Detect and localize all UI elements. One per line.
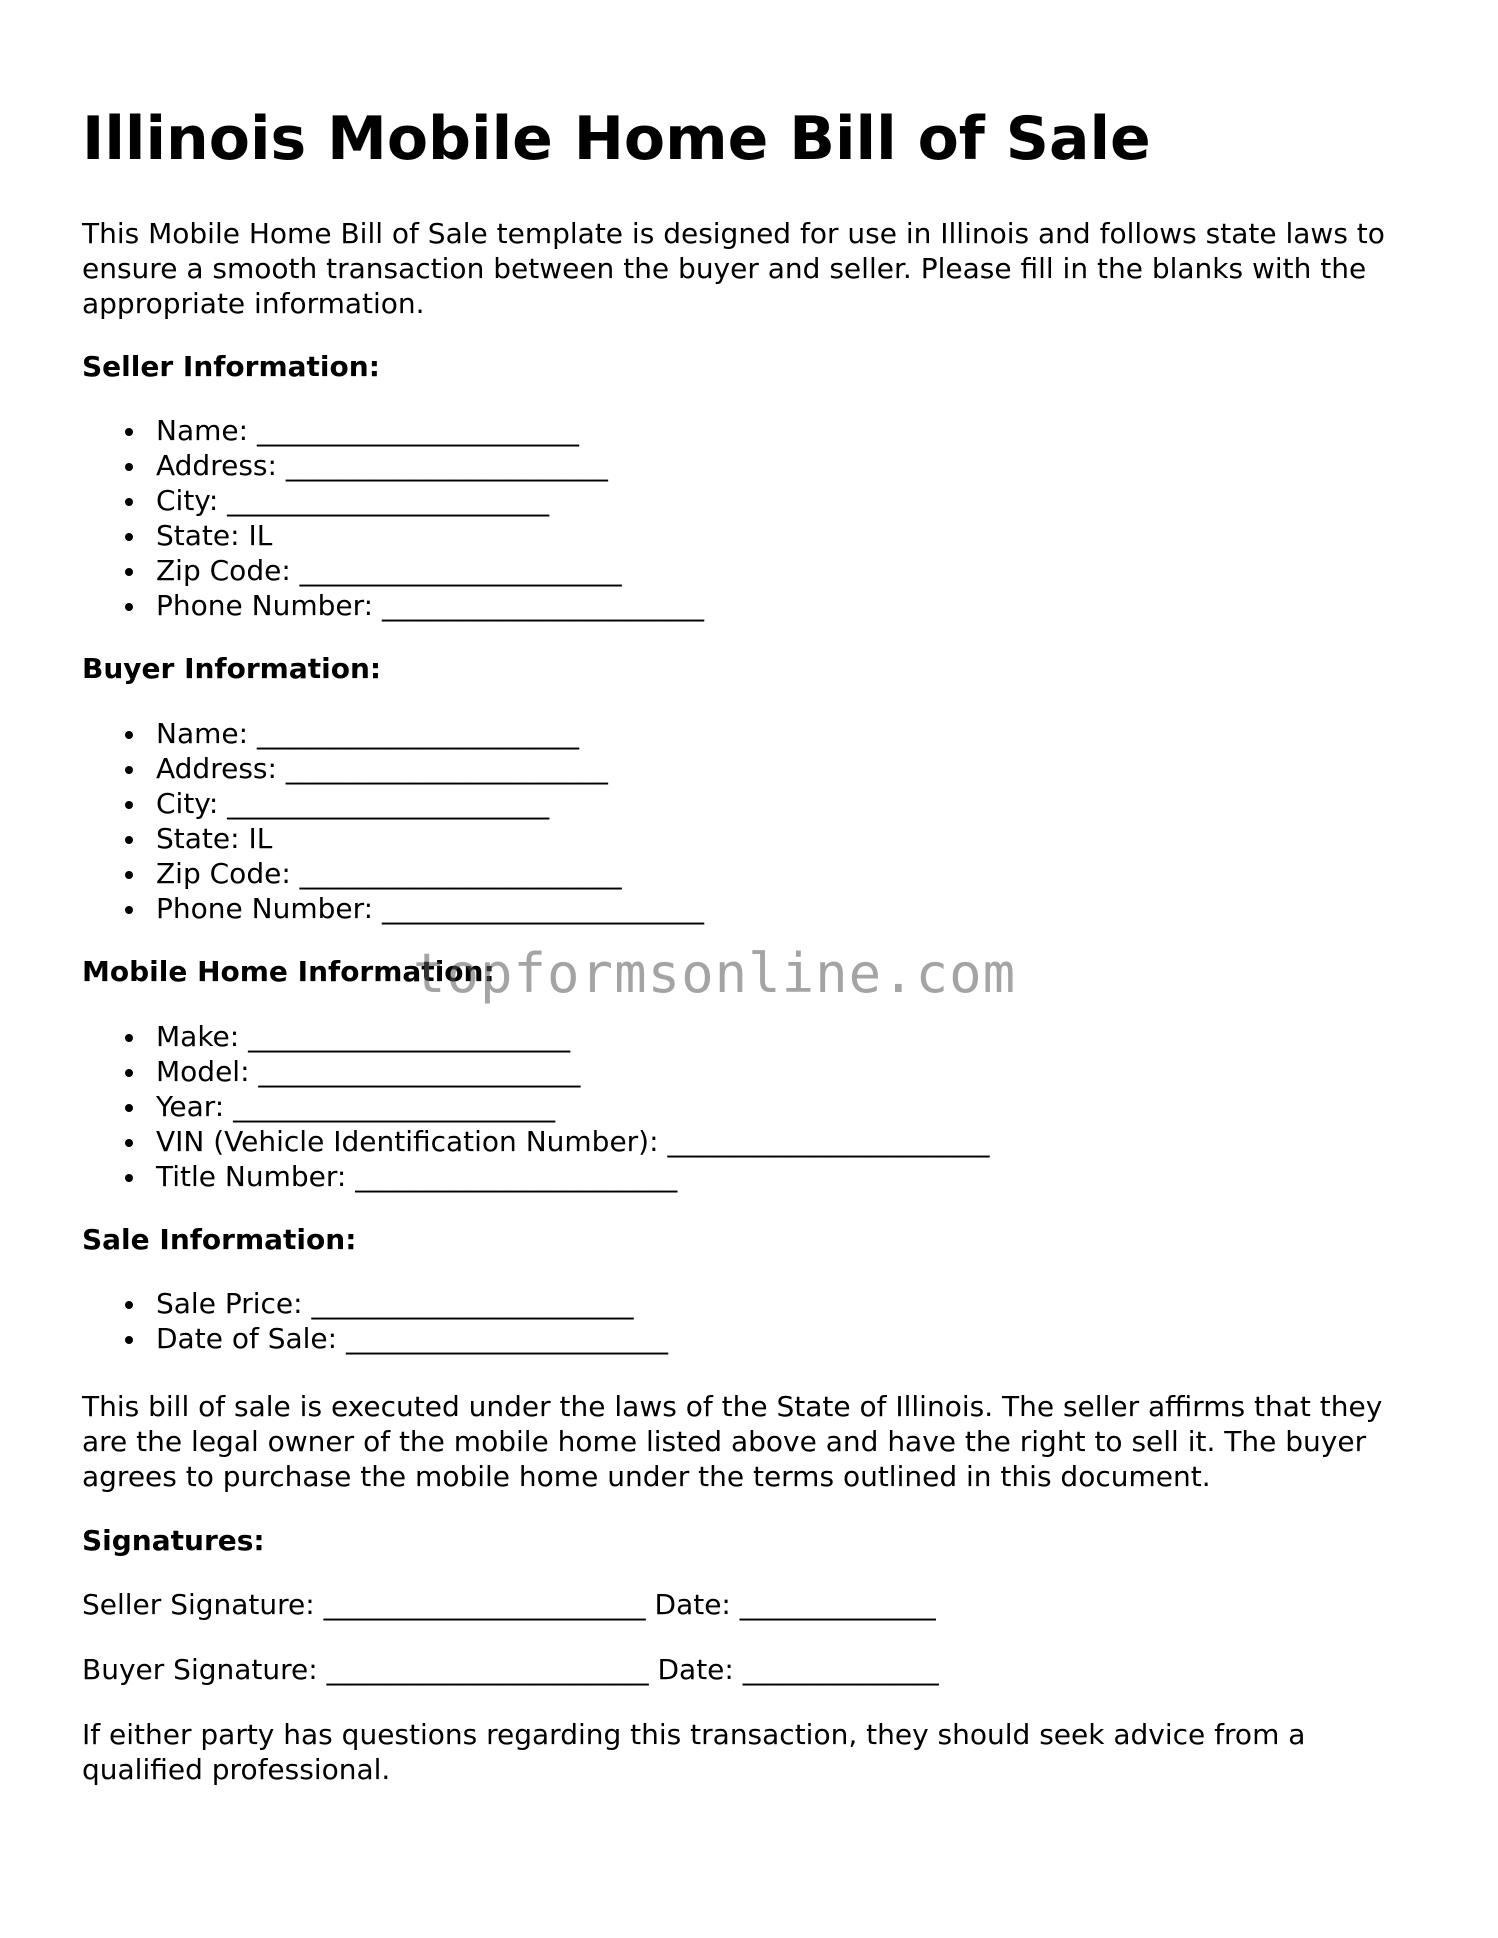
- seller-fields: [82, 413, 704, 623]
- buyer-fields: [82, 716, 704, 926]
- buyer-heading: Buyer Information:: [82, 652, 382, 685]
- seller-city-field: City: _______________________: [82, 483, 704, 518]
- mobile-home-fields: [82, 1019, 989, 1194]
- signatures-heading: Signatures:: [82, 1524, 265, 1557]
- buyer-signature-line: Buyer Signature: _______________________ Date: ______________: [82, 1653, 939, 1686]
- sale-heading: Sale Information:: [82, 1223, 357, 1256]
- year-field: Year: _______________________: [82, 1089, 989, 1124]
- mobile-home-heading: Mobile Home Information:: [82, 955, 495, 988]
- seller-name-field: Name: _______________________: [82, 413, 704, 448]
- legal-paragraph: This bill of sale is executed under the laws of the State of Illinois. The seller affirms that they are the legal owner of the mobile home listed above and have the right to sell it. The buyer agrees to purchase the mobile home under the terms outlined in this document.: [82, 1390, 1383, 1493]
- buyer-address-field: Address: _______________________: [82, 751, 704, 786]
- watermark: topformsonline.com: [413, 942, 1017, 1005]
- seller-address-field: Address: _______________________: [82, 448, 704, 483]
- intro-paragraph: This Mobile Home Bill of Sale template is designed for use in Illinois and follows state laws to ensure a smooth transaction between the buyer and seller. Please fill in the blanks with the appropriate information.: [82, 217, 1385, 320]
- seller-phone-field: Phone Number: _______________________: [82, 588, 704, 623]
- sale-price-field: Sale Price: _______________________: [82, 1286, 668, 1321]
- seller-state-field: State: IL: [82, 518, 704, 553]
- make-field: Make: _______________________: [82, 1019, 989, 1054]
- seller-zip-field: Zip Code: _______________________: [82, 553, 704, 588]
- buyer-zip-field: Zip Code: _______________________: [82, 856, 704, 891]
- title-number-field: Title Number: _______________________: [82, 1159, 989, 1194]
- sale-fields: [82, 1286, 668, 1356]
- document-title: Illinois Mobile Home Bill of Sale: [82, 104, 1151, 174]
- buyer-phone-field: Phone Number: _______________________: [82, 891, 704, 926]
- seller-signature-line: Seller Signature: _______________________ Date: ______________: [82, 1588, 936, 1621]
- buyer-city-field: City: _______________________: [82, 786, 704, 821]
- buyer-name-field: Name: _______________________: [82, 716, 704, 751]
- seller-heading: Seller Information:: [82, 350, 380, 383]
- model-field: Model: _______________________: [82, 1054, 989, 1089]
- closing-paragraph: If either party has questions regarding this transaction, they should seek advice from a qualified professional.: [82, 1718, 1306, 1786]
- date-of-sale-field: Date of Sale: _______________________: [82, 1321, 668, 1356]
- buyer-state-field: State: IL: [82, 821, 704, 856]
- vin-field: VIN (Vehicle Identification Number): _______________________: [82, 1124, 989, 1159]
